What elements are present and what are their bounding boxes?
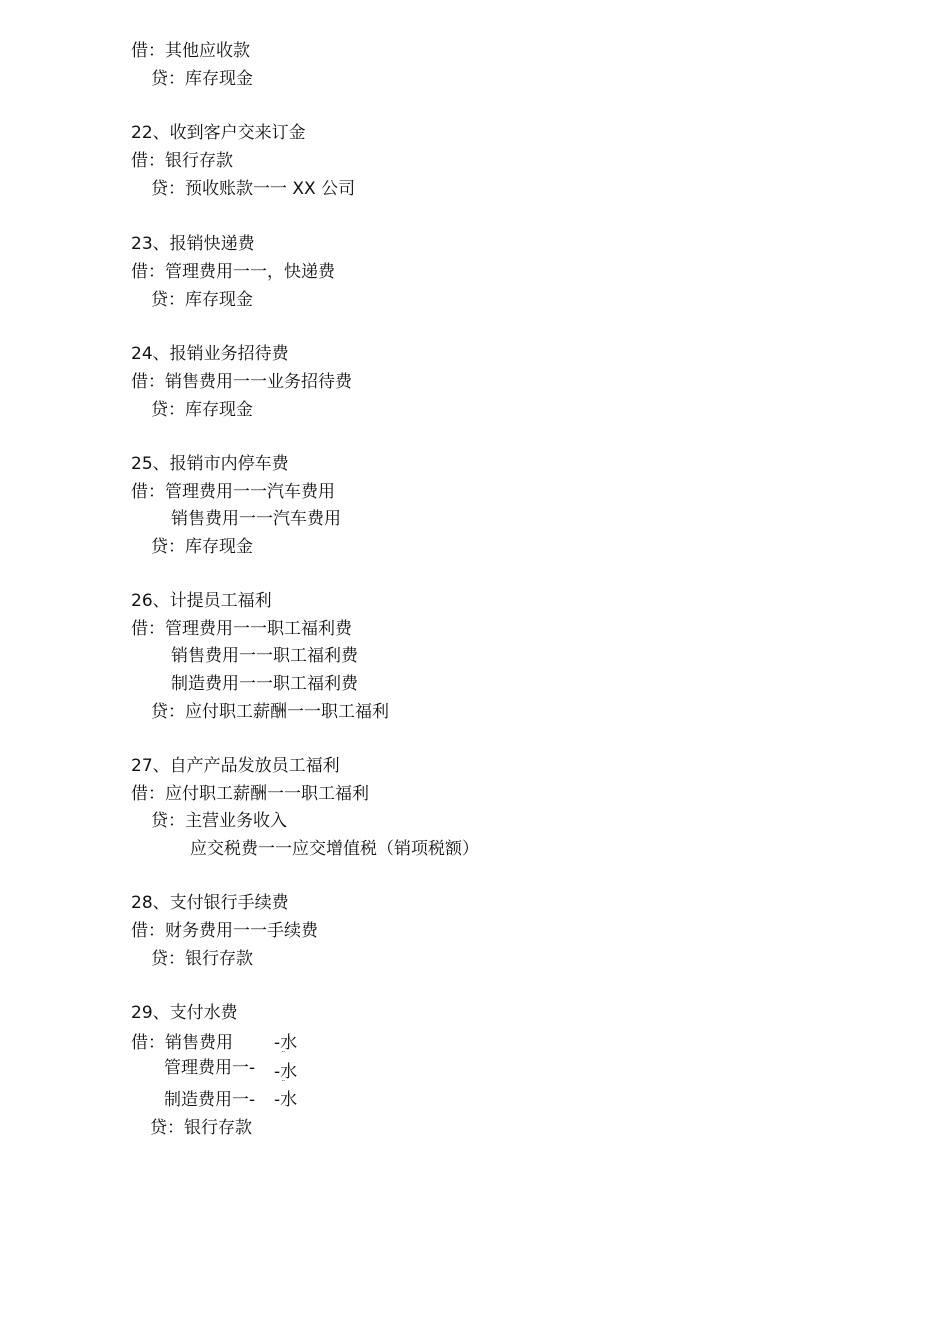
dot-marks: ¨ — [281, 1051, 286, 1061]
entry-title: 29、支付水费 — [131, 1003, 238, 1023]
water-suffix: -水 — [274, 1033, 298, 1053]
debit-line: 借：销售费用 — [131, 1033, 233, 1053]
debit-line: 销售费用一一职工福利费 — [171, 646, 358, 666]
debit-line: 借：其他应收款 — [131, 41, 250, 61]
credit-line: 贷：库存现金 — [151, 290, 253, 310]
entry-title: 24、报销业务招待费 — [131, 344, 289, 364]
entry-title: 22、收到客户交来订金 — [131, 123, 306, 143]
entry-title: 27、自产产品发放员工福利 — [131, 756, 340, 776]
debit-line: 借：管理费用一一，快递费 — [131, 262, 335, 282]
debit-line: 制造费用一- — [164, 1090, 256, 1110]
entry-title: 23、报销快递费 — [131, 234, 255, 254]
debit-line: 借：管理费用一一汽车费用 — [131, 482, 335, 502]
water-suffix: -水 — [274, 1062, 298, 1082]
credit-line: 贷：库存现金 — [151, 69, 253, 89]
water-suffix: -水 — [274, 1090, 298, 1110]
debit-line: 借：应付职工薪酬一一职工福利 — [131, 784, 369, 804]
debit-line: 借：银行存款 — [131, 151, 233, 171]
entry-title: 28、支付银行手续费 — [131, 893, 289, 913]
credit-line: 贷：主营业务收入 — [151, 811, 287, 831]
entry-title: 26、计提员工福利 — [131, 591, 272, 611]
debit-line: 借：销售费用一一业务招待费 — [131, 372, 352, 392]
credit-line: 贷：银行存款 — [151, 949, 253, 969]
debit-line: 借：财务费用一一手续费 — [131, 921, 318, 941]
debit-line: 管理费用一- — [164, 1058, 256, 1078]
credit-line: 贷：库存现金 — [151, 537, 253, 557]
entry-title: 25、报销市内停车费 — [131, 454, 289, 474]
credit-line: 贷：应付职工薪酬一一职工福利 — [151, 702, 389, 722]
dot-marks: ¨ — [281, 1080, 286, 1090]
credit-line: 贷：库存现金 — [151, 400, 253, 420]
debit-line: 制造费用一一职工福利费 — [171, 674, 358, 694]
credit-line: 贷：银行存款 — [150, 1118, 252, 1138]
credit-line: 贷：预收账款一一 XX 公司 — [151, 179, 356, 199]
credit-line: 应交税费一一应交增值税（销项税额） — [190, 839, 479, 859]
debit-line: 借：管理费用一一职工福利费 — [131, 619, 352, 639]
debit-line: 销售费用一一汽车费用 — [171, 509, 341, 529]
